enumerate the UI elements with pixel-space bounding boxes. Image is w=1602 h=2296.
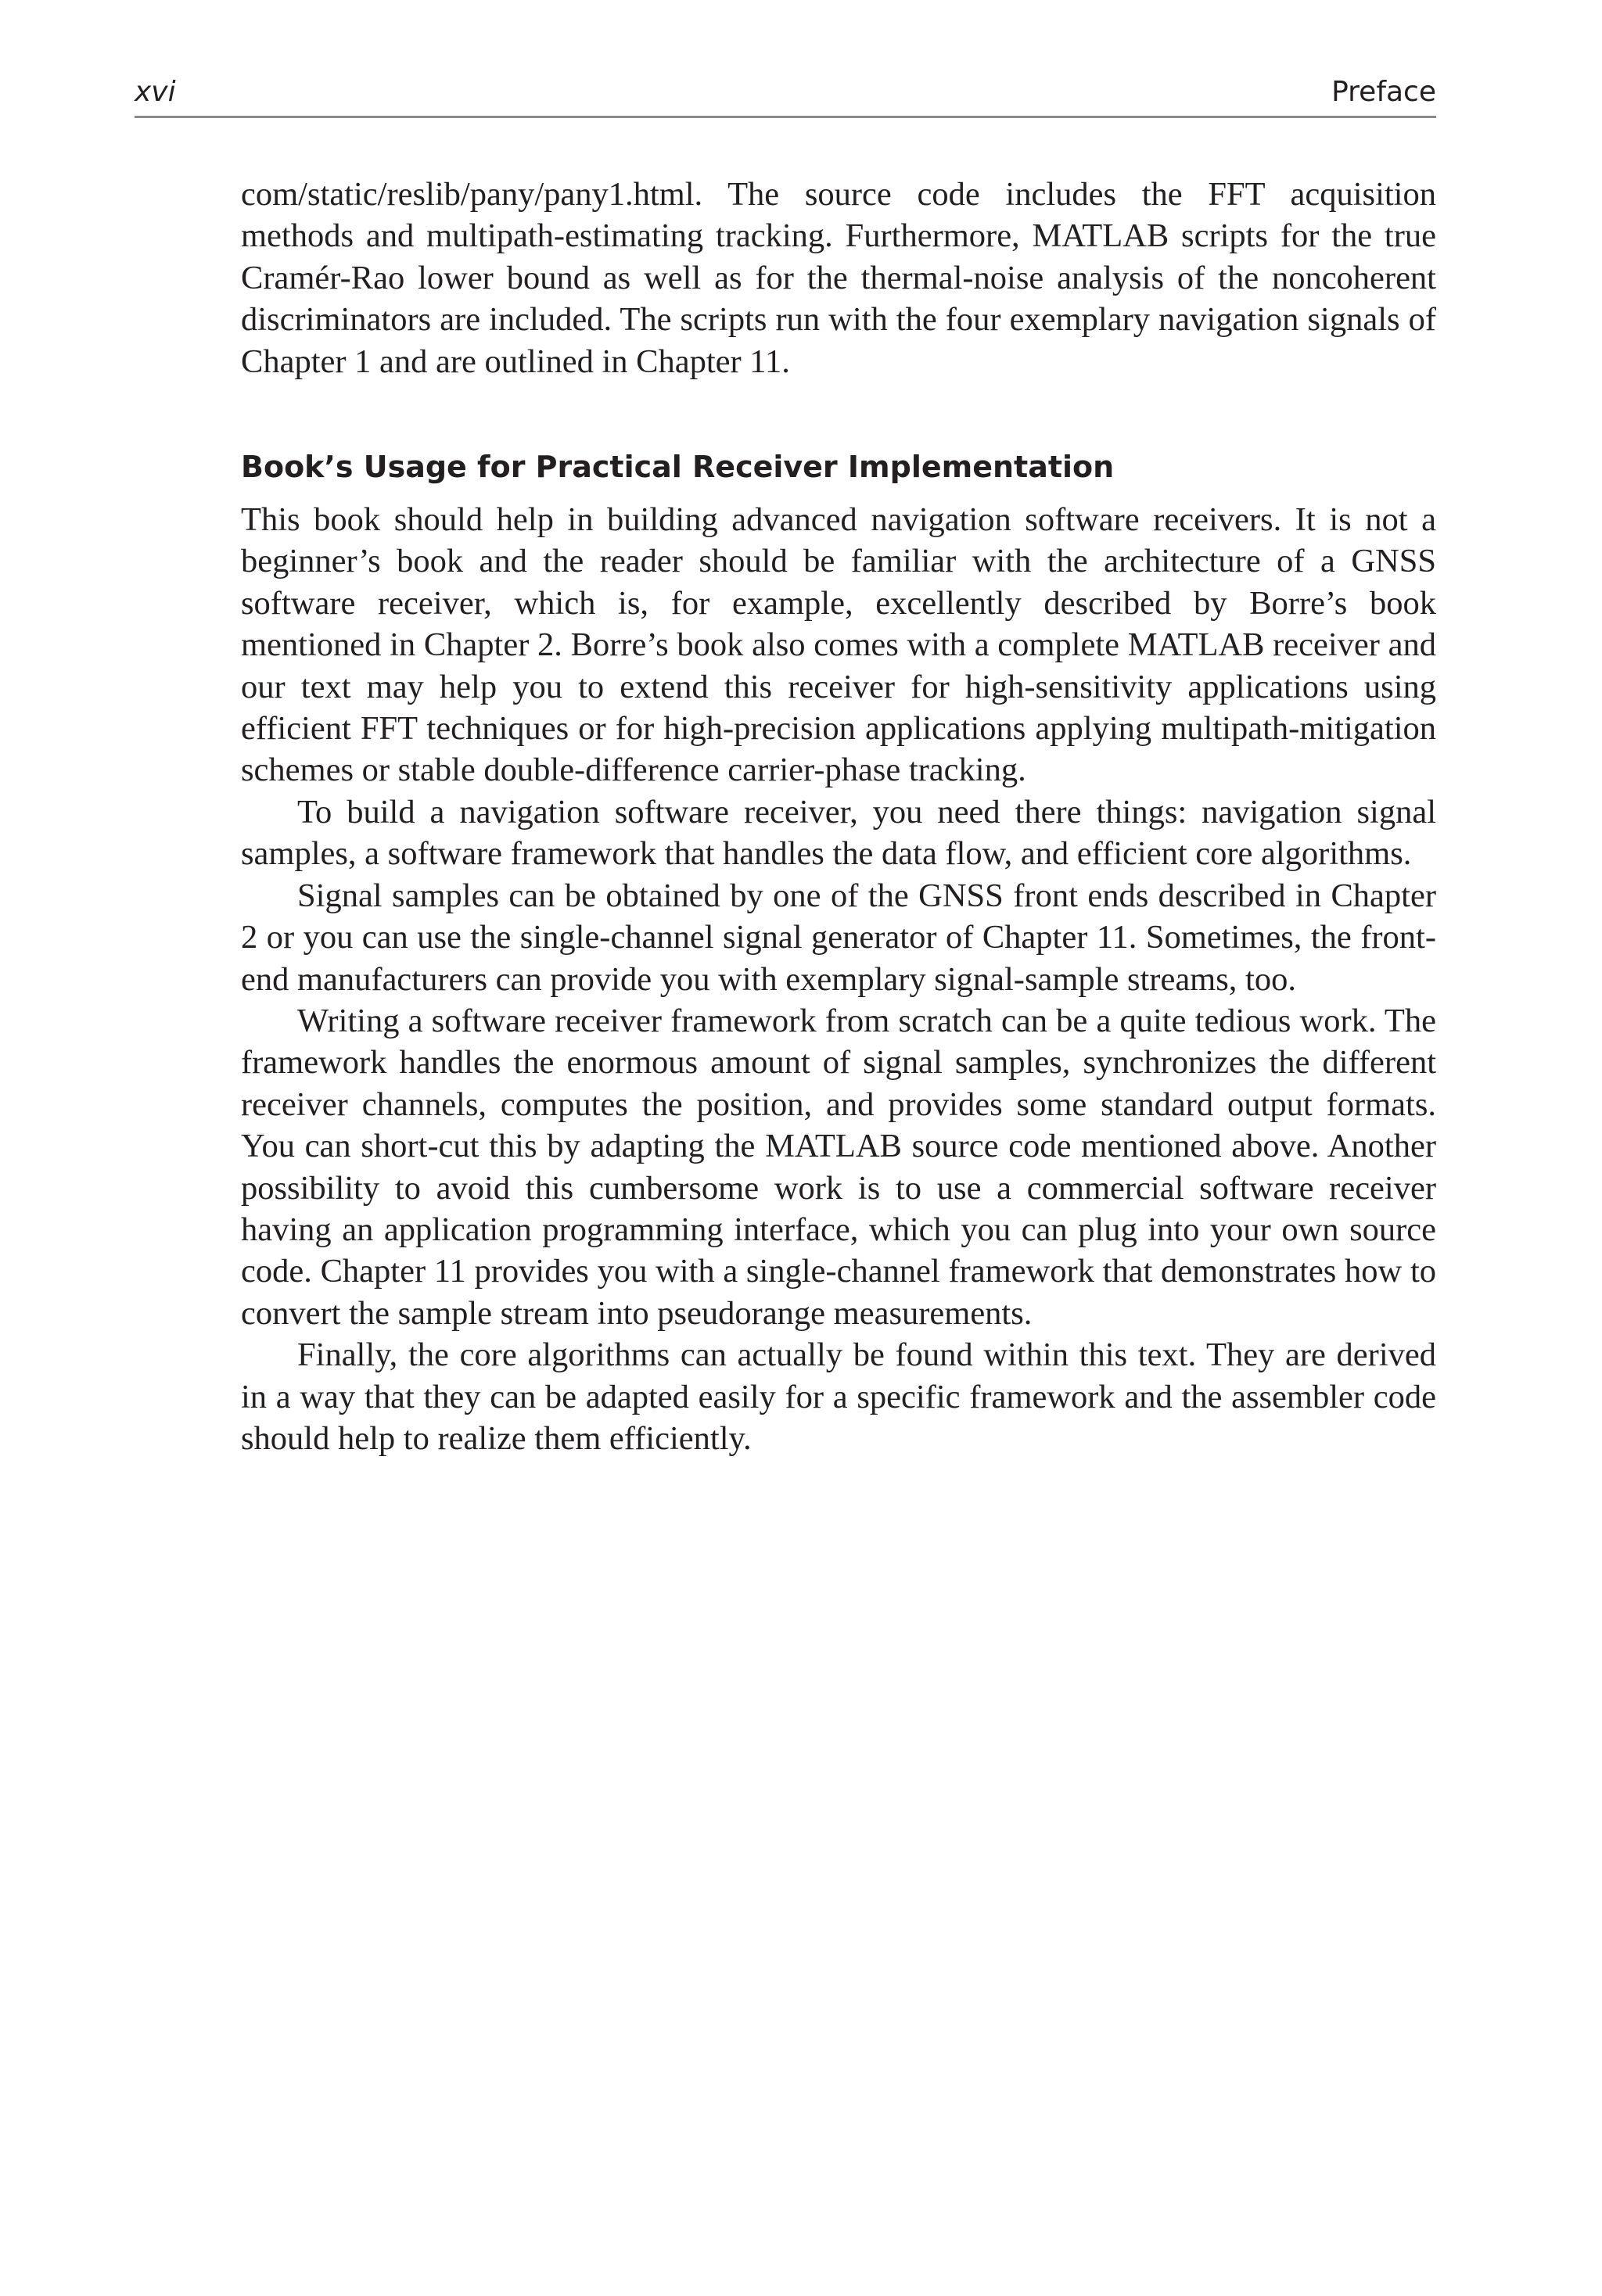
body-paragraph-2: To build a navigation software receiver, you need there things: navigation signal samples, a software framework that handles the data flow, and efficient core algorithms.	[241, 793, 1436, 873]
page-body	[241, 174, 1436, 1459]
body-paragraph-4: Writing a software receiver framework from scratch can be a quite tedious work. The framework handles the enormous amount of signal samples, synchronizes the different receiver channels, computes the position, and provides some standard output formats. You can short-cut this by adapting the MATLAB source code mentioned above. Another possibility to avoid this cumbersome work is to use a commercial software receiver having an application programming interface, which you can plug into your own source code. Chapter 11 provides you with a single-channel framework that demonstrates how to convert the sample stream into pseudorange measurements.	[241, 1002, 1436, 1332]
section-heading: Book’s Usage for Practical Receiver Implementation	[241, 450, 1115, 485]
body-paragraph-5: Finally, the core algorithms can actually be found within this text. They are derived in a way that they can be adapted easily for a specific framework and the assembler code should help to realize them efficiently.	[241, 1336, 1436, 1457]
running-head-section-title: Preface	[1331, 76, 1436, 108]
body-paragraph-1: This book should help in building advanced navigation software receivers. It is not a beginner’s book and the reader should be familiar with the architecture of a GNSS software receiver, which is, for example, excellently described by Borre’s book mentioned in Chapter 2. Borre’s book also comes with a complete MATLAB receiver and our text may help you to extend this receiver for high-sensitivity applications using efficient FFT techniques or for high-precision applications applying multipath-mitigation schemes or stable double-difference carrier-phase tracking.	[241, 501, 1436, 789]
body-paragraph-3: Signal samples can be obtained by one of the GNSS front ends described in Chapter 2 or you can use the single-channel signal generator of Chapter 11. Sometimes, the front-end manufacturers can provide you with exemplary signal-sample streams, too.	[241, 877, 1436, 998]
continued-paragraph: com/static/reslib/pany/pany1.html. The source code includes the FFT acquisition methods and multipath-estimating tracking. Furthermore, MATLAB scripts for the true Cramér-Rao lower bound as well as for the thermal-noise analysis of the noncoherent discriminators are included. The scripts run with the four exemplary navigation signals of Chapter 1 and are outlined in Chapter 11.	[241, 176, 1436, 380]
running-head	[135, 72, 1436, 118]
page-number: xvi	[135, 76, 176, 108]
